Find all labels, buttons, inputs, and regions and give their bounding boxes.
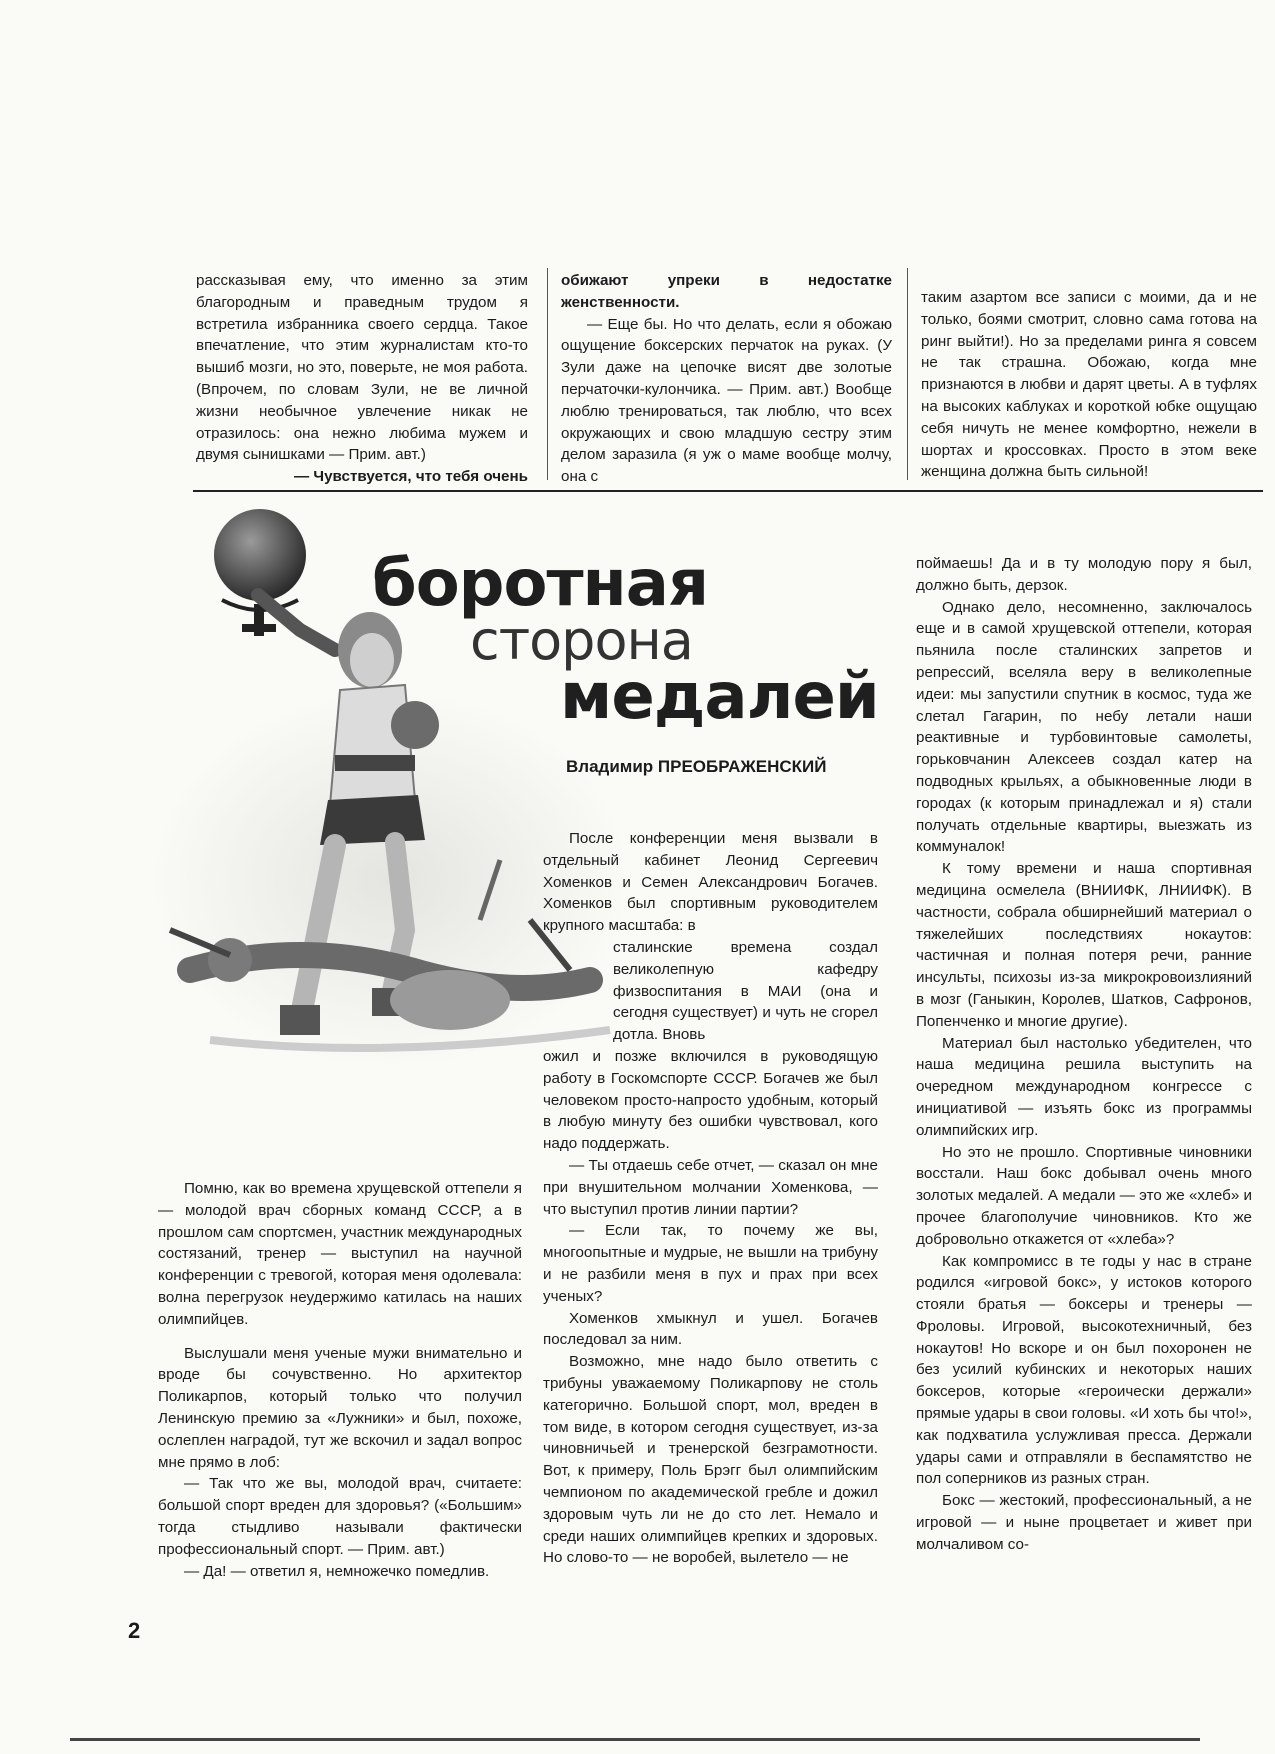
column-rule — [907, 268, 908, 480]
top-column-3 — [921, 287, 1257, 483]
bottom-column-mid-wide — [543, 828, 878, 937]
title-line-1 — [372, 547, 709, 621]
paragraph: сталинские времена создал великолепную кафедру физвоспитания в МАИ (она и сегодня существует) и чуть не сгорел дотла. Вновь — [613, 939, 878, 1044]
column-rule — [547, 268, 548, 480]
paragraph: — Да! — ответил я, немножечко помедлив. — [184, 1562, 490, 1580]
paragraph: Бокс — жестокий, профессиональный, а не игровой — и ныне процветает и живет при молчаливом со- — [916, 1492, 1252, 1553]
paragraph: рассказывая ему, что именно за этим благородным и праведным трудом я встретила избранника своего сердца. Такое впечатление, что этим журналистам кто-то вышиб мозги, но это, поверьте, не моя работа. (Впрочем, по словам Зули, не ве личной жизни необычное увлечение никак не отразилось: она нежно любима мужем и двумя сынишками — Прим. авт.) — [196, 272, 528, 464]
top-column-1 — [196, 270, 528, 488]
paragraph: ожил и позже включился в руководящую работу в Госкомспорте СССР. Богачев же был человеком просто-напросто удобным, который в любую минуту без ошибки чувствовал, кого надо поддержать. — [543, 1048, 878, 1153]
paragraph: К тому времени и наша спортивная медицина осмелела (ВНИИФК, ЛНИИФК). В частности, собрала обширнейший материал о тяжелейших последствиях нокаутов: частичная и полная потеря речи, ранние инсульты, психозы из-за микрокровоизлияний в мозг (Ганыкин, Королев, Шатков, Сафронов, Попенченко и многие другие). — [916, 860, 1252, 1030]
bottom-column-mid — [543, 1046, 878, 1569]
question-text: обижают упреки в недостатке женственности. — [561, 272, 892, 311]
section-divider — [193, 490, 1263, 492]
page-number: 2 — [128, 1618, 141, 1643]
paragraph: поймаешь! Да и в ту молодую пору я был, должно быть, дерзок. — [916, 555, 1252, 594]
paragraph: Помню, как во времена хрущевской оттепели я — молодой врач сборных команд СССР, а в прошлом сам спортсмен, участник международных состязаний, тренер — выступил на научной конференции с тревогой, которая меня одолевала: волна перегрузок неудержимо катилась на наших олимпийцев. — [158, 1180, 522, 1328]
paragraph: Но это не прошло. Спортивные чиновники восстали. Наш бокс добывал очень много золотых медалей. А медали — это же «хлеб» и прочее благополучие чиновников. Кто же добровольно откажется от «хлеба»? — [916, 1143, 1252, 1248]
title-line-2: сторона — [470, 609, 693, 672]
bottom-rule — [70, 1738, 1200, 1741]
title-initial-letter — [232, 534, 316, 634]
title-line-3: медалей — [560, 660, 879, 734]
paragraph: таким азартом все записи с моими, да и не только, боями смотрит, словно сама готова на ринг выйти!). Но за пределами ринга я совсем не так страшна. Обожаю, когда мне признаются в любви и дарят цветы. А в туфлях на высоких каблуках и короткой юбке ощущаю себя ничуть не менее комфортно, нежели в шортах и кроссовках. Просто в этом веке женщина должна быть сильной! — [921, 289, 1257, 481]
bottom-column-right — [916, 553, 1252, 1556]
author-byline: Владимир ПРЕОБРАЖЕНСКИЙ — [566, 757, 827, 776]
paragraph — [196, 466, 528, 488]
paragraph: — Ты отдаешь себе отчет, — сказал он мне при внушительном молчании Хоменкова, — что выступил против линии партии? — [543, 1156, 878, 1218]
paragraph — [561, 270, 892, 314]
paragraph: Хоменков хмыкнул и ушел. Богачев последовал за ним. — [543, 1309, 878, 1349]
question-text: — Чувствуется, что тебя очень — [294, 468, 528, 486]
top-column-2 — [561, 270, 892, 488]
paragraph: Материал был настолько убедителен, что наша медицина решила выступить на очередном международном конгрессе с инициативой — изъять бокс из программы олимпийских игр. — [916, 1034, 1252, 1139]
paragraph: После конференции меня вызвали в отдельный кабинет Леонид Сергеевич Хоменков и Семен Александрович Богачев. Хоменков был спортивным руководителем крупного масштаба: в — [543, 830, 878, 935]
paragraph: Выслушали меня ученые мужи внимательно и вроде бы сочувственно. Но архитектор Поликарпов, который только что получил Ленинскую премию за «Лужники» и был, похоже, ослеплен наградой, тут же вскочил и задал вопрос мне прямо в лоб: — [158, 1344, 522, 1471]
paragraph: Возможно, мне надо было ответить с трибуны уважаемому Поликарпову не столь категорично. Большой спорт, мол, вреден в том виде, в котором сегодня существует, из-за чиновничьей и тренерской безграмотности. Вот, к примеру, Поль Брэгг был олимпийским чемпионом по академической гребле и дожил здоровым чуть ли не до сто лет. Немало и среди наших олимпийцев крепких и здоровых. Но слово-то — не воробей, вылетело — не — [543, 1353, 878, 1567]
bottom-column-left — [158, 1178, 522, 1582]
paragraph: Как компромисс в те годы у нас в стране родился «игровой бокс», у истоков которого стояли братья — боксеры и тренеры — Фроловы. Игровой, высокотехничный, без нокаутов! Но вскоре и он был похоронен не без усилий кубинских и некоторых наших боксеров, которые «героически держали» прямые удары в свои головы. «И хоть бы что!», как подхватила услужливая пресса. Держали удары сами и отправляли в беспамятство не пол соперников из разных стран. — [916, 1252, 1252, 1488]
title-rest: боротная — [372, 547, 709, 621]
paragraph: — Если так, то почему же вы, многоопытные и мудрые, не вышли на трибуну и не разбили меня в пух и прах при всех ученых? — [543, 1222, 878, 1305]
paragraph: — Еще бы. Но что делать, если я обожаю ощущение боксерских перчаток на руках. (У Зули даже на цепочке висят две золотые перчаточки-кулончика. — Прим. авт.) Вообще люблю тренироваться, так люблю, что всех окружающих и свою младшую сестру этим делом заразила (я уж о маме вообще молчу, она с — [561, 315, 892, 486]
paragraph: — Так что же вы, молодой врач, считаете: большой спорт вреден для здоровья? («Большим» тогда стыдливо называли фактически профессиональный спорт. — Прим. авт.) — [158, 1475, 522, 1558]
bottom-column-mid-narrow — [613, 937, 878, 1046]
paragraph: Однако дело, несомненно, заключалось еще и в самой хрущевской оттепели, которая пьянила после сталинских запретов и репрессий, вселяла веру в великолепные идеи: мы запустили спутник в космос, туда же слетал Гагарин, по небу летали наши реактивные и турбовинтовые самолеты, горьковчанин Алексеев создал катер на подводных крыльях, а обыкновенные люди в городах (к которым принадлежал и я) стали получать отдельные квартиры, выезжать из коммуналок! — [916, 598, 1252, 856]
